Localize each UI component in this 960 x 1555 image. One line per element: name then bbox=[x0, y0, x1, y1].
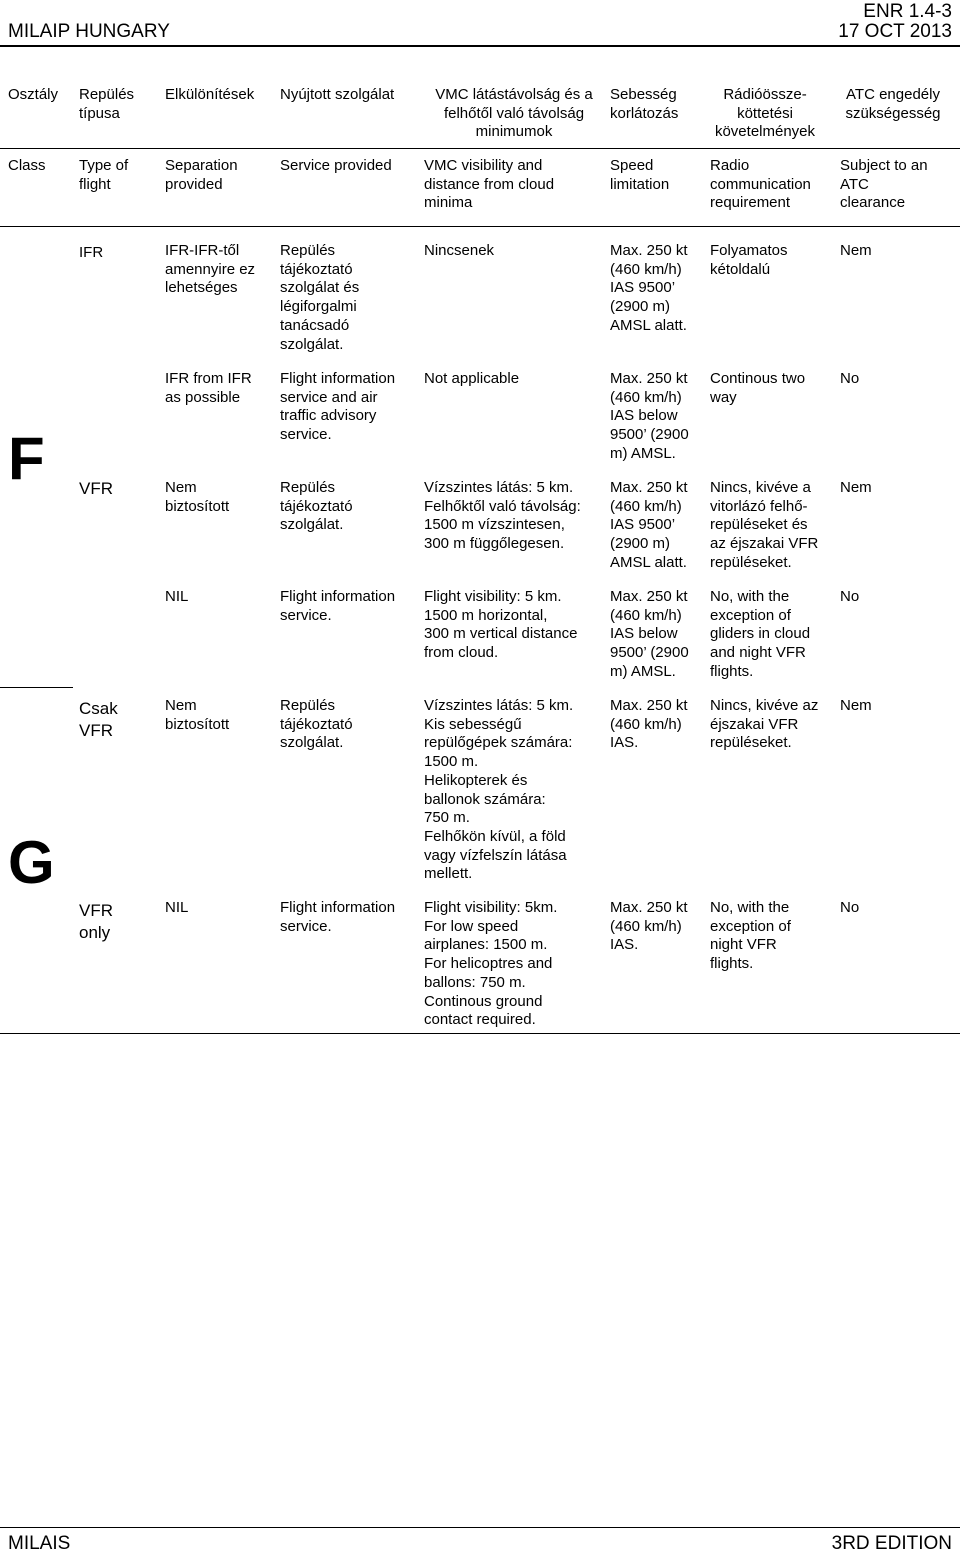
col-header-flight-type-en: Type of flight bbox=[79, 157, 129, 193]
atc-cell: No bbox=[840, 899, 860, 916]
col-header-separation-en: Separation provided bbox=[165, 157, 238, 193]
col-header-class-hu: Osztály bbox=[8, 86, 59, 103]
col-header-atc-en: Subject to an ATC clearance bbox=[840, 157, 928, 212]
separation-cell: NIL bbox=[165, 588, 189, 605]
atc-cell: No bbox=[840, 370, 860, 387]
class-separator bbox=[0, 687, 73, 688]
separation-cell: NIL bbox=[165, 899, 189, 916]
col-header-vmc-hu: VMC látástávolság és a felhőtől való távolság minimumok bbox=[435, 86, 593, 141]
atc-cell: Nem bbox=[840, 697, 872, 714]
table-bottom-rule bbox=[0, 1033, 960, 1034]
header-separator bbox=[0, 148, 960, 149]
vmc-cell: Not applicable bbox=[424, 370, 520, 387]
document-id: ENR 1.4-3 bbox=[863, 1, 952, 22]
footer-right: 3RD EDITION bbox=[831, 1533, 952, 1554]
separation-cell: IFR from IFR as possible bbox=[165, 370, 252, 406]
col-header-service-hu: Nyújtott szolgálat bbox=[280, 86, 395, 103]
service-cell: Repülés tájékoztató szolgálat. bbox=[280, 697, 353, 752]
vmc-cell: Vízszintes látás: 5 km. Felhőktől való távolság: 1500 m vízszintesen, 300 m függőlegesen. bbox=[424, 479, 581, 553]
service-cell: Repülés tájékoztató szolgálat. bbox=[280, 479, 353, 534]
atc-cell: Nem bbox=[840, 479, 872, 496]
atc-cell: Nem bbox=[840, 242, 872, 259]
radio-cell: No, with the exception of gliders in cloud and night VFR flights. bbox=[710, 588, 811, 680]
speed-cell: Max. 250 kt (460 km/h) IAS below 9500’ (2900 m) AMSL. bbox=[610, 588, 689, 680]
radio-cell: No, with the exception of night VFR flights. bbox=[710, 899, 791, 973]
radio-cell: Continous two way bbox=[710, 370, 806, 406]
header-rule bbox=[0, 45, 960, 47]
service-cell: Flight information service. bbox=[280, 899, 396, 935]
flight-type-cell: VFR only bbox=[79, 901, 113, 942]
separation-cell: Nem biztosított bbox=[165, 479, 230, 515]
speed-cell: Max. 250 kt (460 km/h) IAS. bbox=[610, 899, 688, 954]
col-header-radio-hu: Rádióössze- köttetési követelmények bbox=[714, 86, 816, 141]
radio-cell: Nincs, kivéve a vitorlázó felhő- repüléseket és az éjszakai VFR repüléseket. bbox=[710, 479, 819, 571]
vmc-cell: Flight visibility: 5km. For low speed airplanes: 1500 m. For helicoptres and ballons: 750 m. Continous ground contact required. bbox=[424, 899, 558, 1029]
speed-cell: Max. 250 kt (460 km/h) IAS below 9500’ (2900 m) AMSL. bbox=[610, 370, 689, 462]
col-header-flight-type-hu: Repülés típusa bbox=[79, 86, 135, 122]
speed-cell: Max. 250 kt (460 km/h) IAS 9500’ (2900 m) AMSL alatt. bbox=[610, 479, 688, 571]
col-header-atc-hu: ATC engedély szükségesség bbox=[845, 86, 941, 122]
service-cell: Repülés tájékoztató szolgálat és légiforgalmi tanácsadó szolgálat. bbox=[280, 242, 360, 353]
radio-cell: Nincs, kivéve az éjszakai VFR repüléseket. bbox=[710, 697, 819, 752]
col-header-service-en: Service provided bbox=[280, 157, 392, 174]
col-header-radio-en: Radio communication requirement bbox=[710, 157, 811, 212]
vmc-cell: Vízszintes látás: 5 km. Kis sebességű repülőgépek számára: 1500 m. Helikopterek és ballonok számára: 750 m. Felhőkön kívül, a föld vagy vízfelszín látása mellett. bbox=[424, 697, 574, 883]
flight-type-cell: Csak VFR bbox=[79, 699, 118, 740]
col-header-vmc-en: VMC visibility and distance from cloud minima bbox=[424, 157, 555, 212]
col-header-speed-en: Speed limitation bbox=[610, 157, 670, 193]
flight-type-cell: IFR bbox=[79, 244, 104, 261]
radio-cell: Folyamatos kétoldalú bbox=[710, 242, 788, 278]
vmc-cell: Nincsenek bbox=[424, 242, 495, 259]
speed-cell: Max. 250 kt (460 km/h) IAS. bbox=[610, 697, 688, 752]
header-bottom-rule bbox=[0, 226, 960, 227]
atc-cell: No bbox=[840, 588, 860, 605]
footer-left: MILAIS bbox=[8, 1533, 71, 1554]
class-letter-f: F bbox=[8, 425, 45, 492]
vmc-cell: Flight visibility: 5 km. 1500 m horizontal, 300 m vertical distance from cloud. bbox=[424, 588, 578, 662]
flight-type-cell: VFR bbox=[79, 479, 113, 498]
publication-title: MILAIP HUNGARY bbox=[8, 21, 170, 42]
separation-cell: Nem biztosított bbox=[165, 697, 230, 733]
effective-date: 17 OCT 2013 bbox=[838, 21, 952, 42]
separation-cell: IFR-IFR-től amennyire ez lehetséges bbox=[165, 242, 256, 297]
col-header-class-en: Class bbox=[8, 157, 46, 174]
speed-cell: Max. 250 kt (460 km/h) IAS 9500’ (2900 m) AMSL alatt. bbox=[610, 242, 688, 334]
service-cell: Flight information service and air traffic advisory service. bbox=[280, 370, 396, 444]
service-cell: Flight information service. bbox=[280, 588, 396, 624]
class-letter-g: G bbox=[8, 829, 55, 896]
col-header-separation-hu: Elkülönítések bbox=[165, 86, 255, 103]
col-header-speed-hu: Sebesség korlátozás bbox=[610, 86, 679, 122]
footer-rule bbox=[0, 1527, 960, 1528]
